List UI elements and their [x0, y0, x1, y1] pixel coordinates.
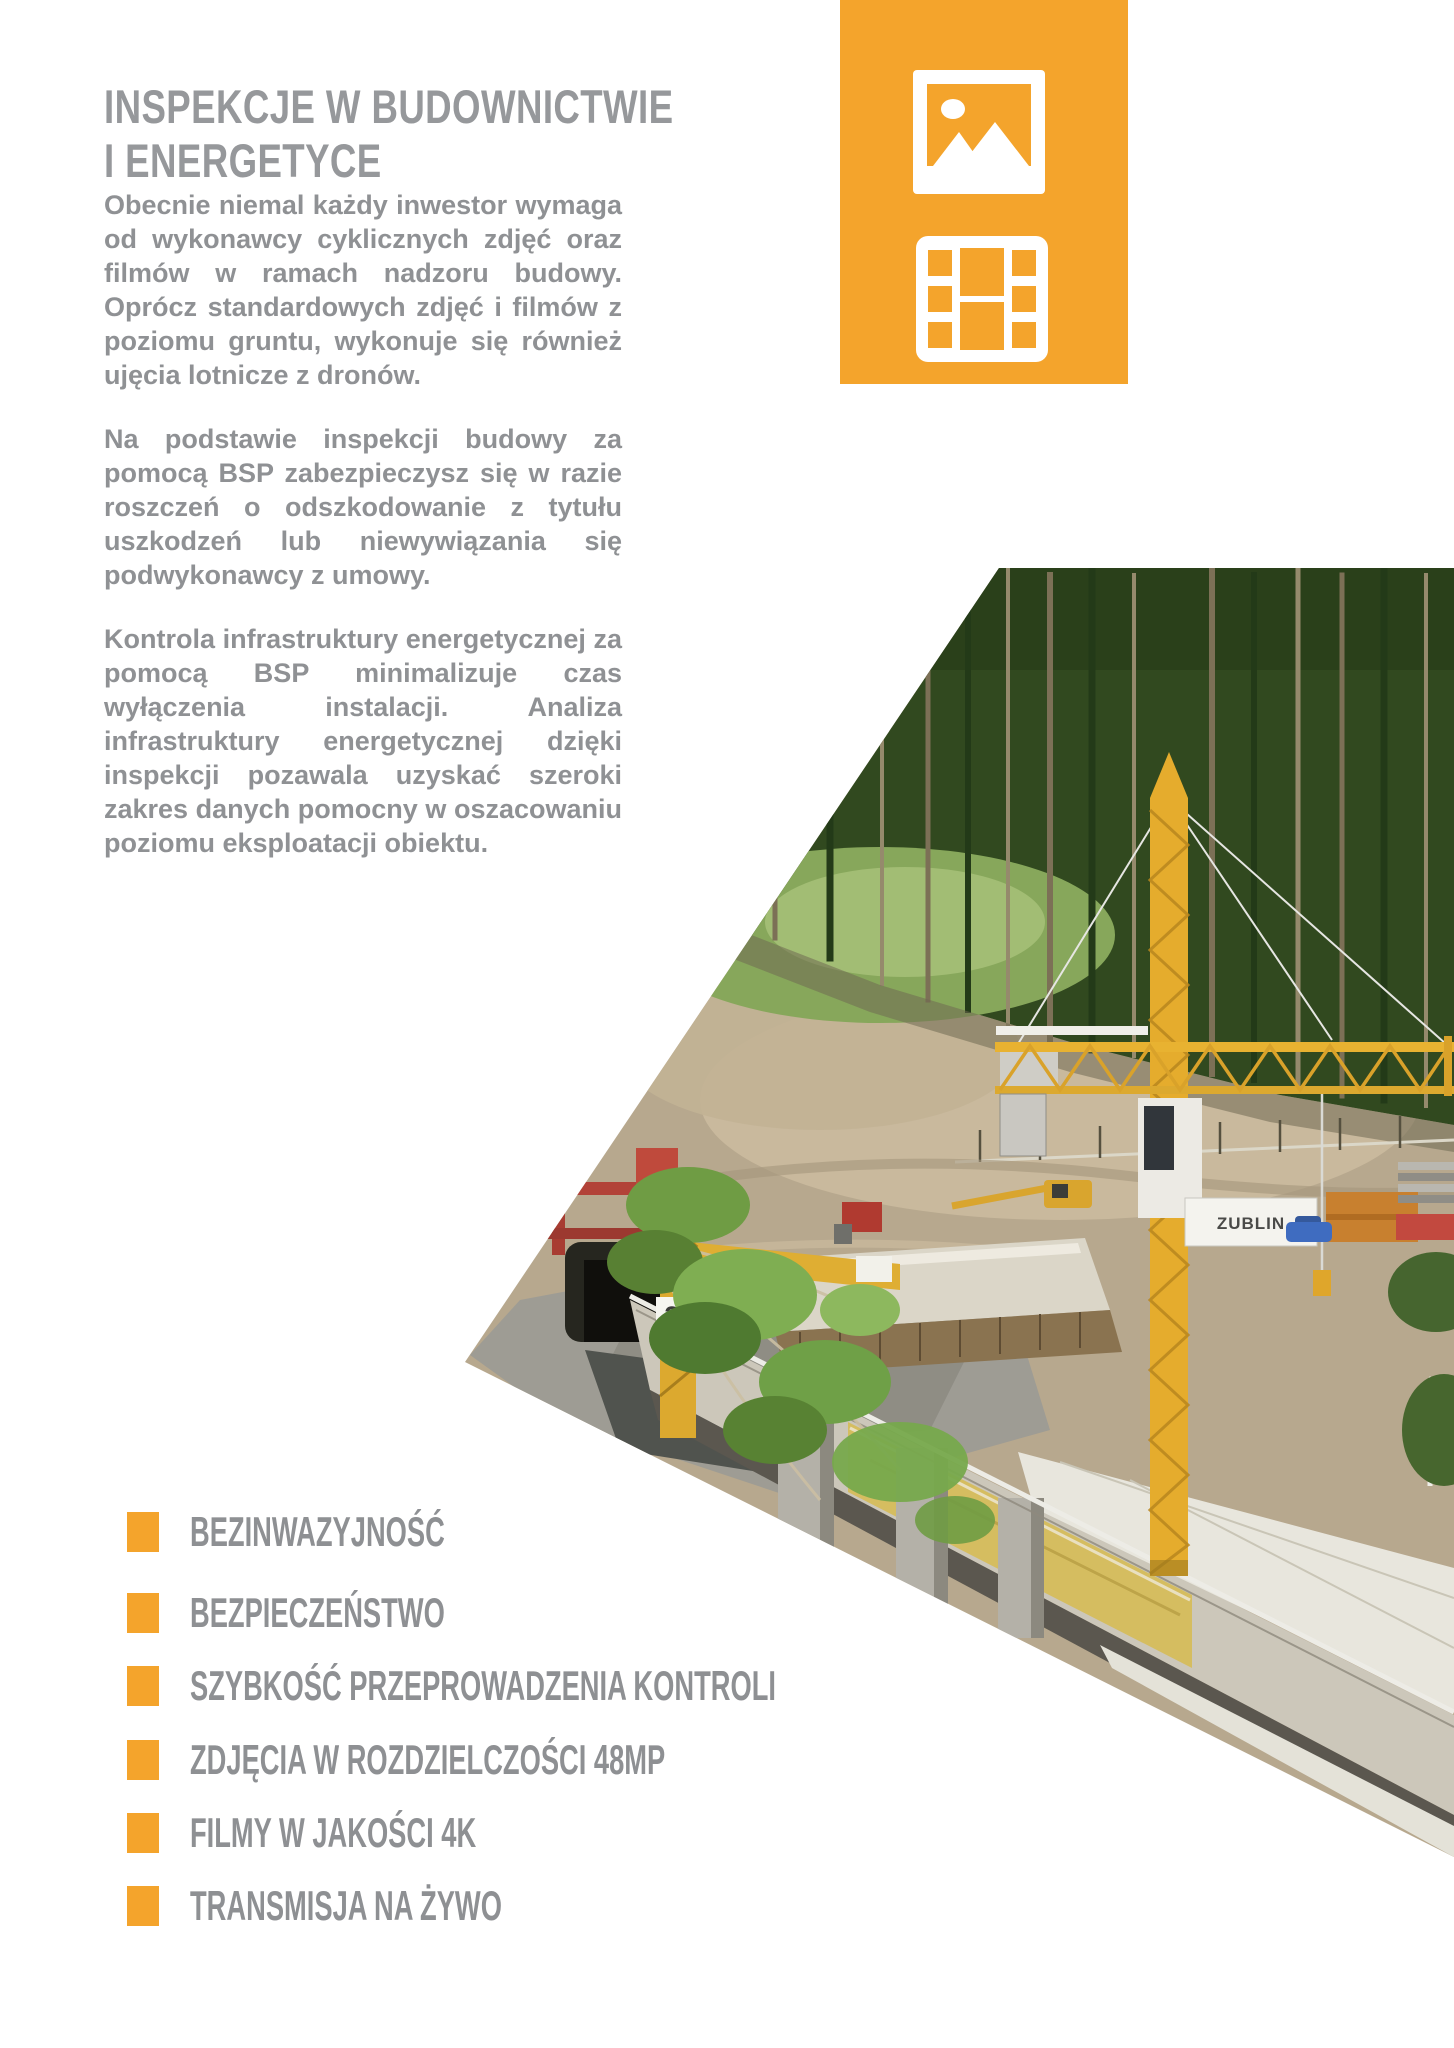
container-sign-label: ZUBLIN — [1216, 1214, 1286, 1233]
page-title — [104, 80, 834, 188]
photo-icon — [913, 70, 1045, 194]
feature-label: BEZPIECZEŃSTWO — [190, 1589, 445, 1636]
bullet-square-icon — [127, 1512, 159, 1552]
media-badge — [840, 0, 1128, 384]
bullet-square-icon — [127, 1740, 159, 1780]
feature-item-bezinwazyjnosc — [127, 1508, 582, 1555]
intro-paragraph: Kontrola infrastruktury energetycznej za pomocą BSP minimalizuje czas wyłączenia instalacji. Analiza infrastruktury energetycznej dzięki inspekcji pozawala uzyskać szeroki zakres danych pomocny w oszacowaniu poziomu eksploatacji obiektu. — [104, 624, 622, 858]
feature-item-transmisja — [127, 1882, 670, 1929]
feature-item-filmy — [127, 1809, 630, 1856]
feature-label: FILMY W JAKOŚCI 4K — [190, 1809, 477, 1856]
feature-label: SZYBKOŚĆ PRZEPROWADZENIA KONTROLI — [190, 1662, 776, 1709]
intro-text — [104, 188, 622, 890]
page-title-line-1: INSPEKCJE W BUDOWNICTWIE — [104, 80, 674, 133]
feature-label: ZDJĘCIA W ROZDZIELCZOŚCI 48MP — [190, 1736, 666, 1783]
bullet-square-icon — [127, 1593, 159, 1633]
film-icon — [916, 236, 1048, 362]
bullet-square-icon — [127, 1666, 159, 1706]
bullet-square-icon — [127, 1813, 159, 1853]
feature-item-zdjecia — [127, 1736, 921, 1783]
feature-label: BEZINWAZYJNOŚĆ — [190, 1508, 445, 1555]
intro-paragraph: Na podstawie inspekcji budowy za pomocą BSP zabezpieczysz się w razie roszczeń o odszkodowanie z tytułu uszkodzeń lub niewywiązania się podwykonawcy z umowy. — [104, 424, 622, 590]
feature-label: TRANSMISJA NA ŻYWO — [190, 1882, 502, 1929]
intro-paragraph: Obecnie niemal każdy inwestor wymaga od wykonawcy cyklicznych zdjęć oraz filmów w ramach nadzoru budowy. Oprócz standardowych zdjęć i filmów z poziomu gruntu, wykonuje się również ujęcia lotnicze z dronów. — [104, 190, 622, 390]
feature-item-bezpieczenstwo — [127, 1589, 582, 1636]
page-title-line-2: I ENERGETYCE — [104, 134, 382, 187]
bullet-square-icon — [127, 1886, 159, 1926]
feature-item-szybkosc — [127, 1662, 1091, 1709]
